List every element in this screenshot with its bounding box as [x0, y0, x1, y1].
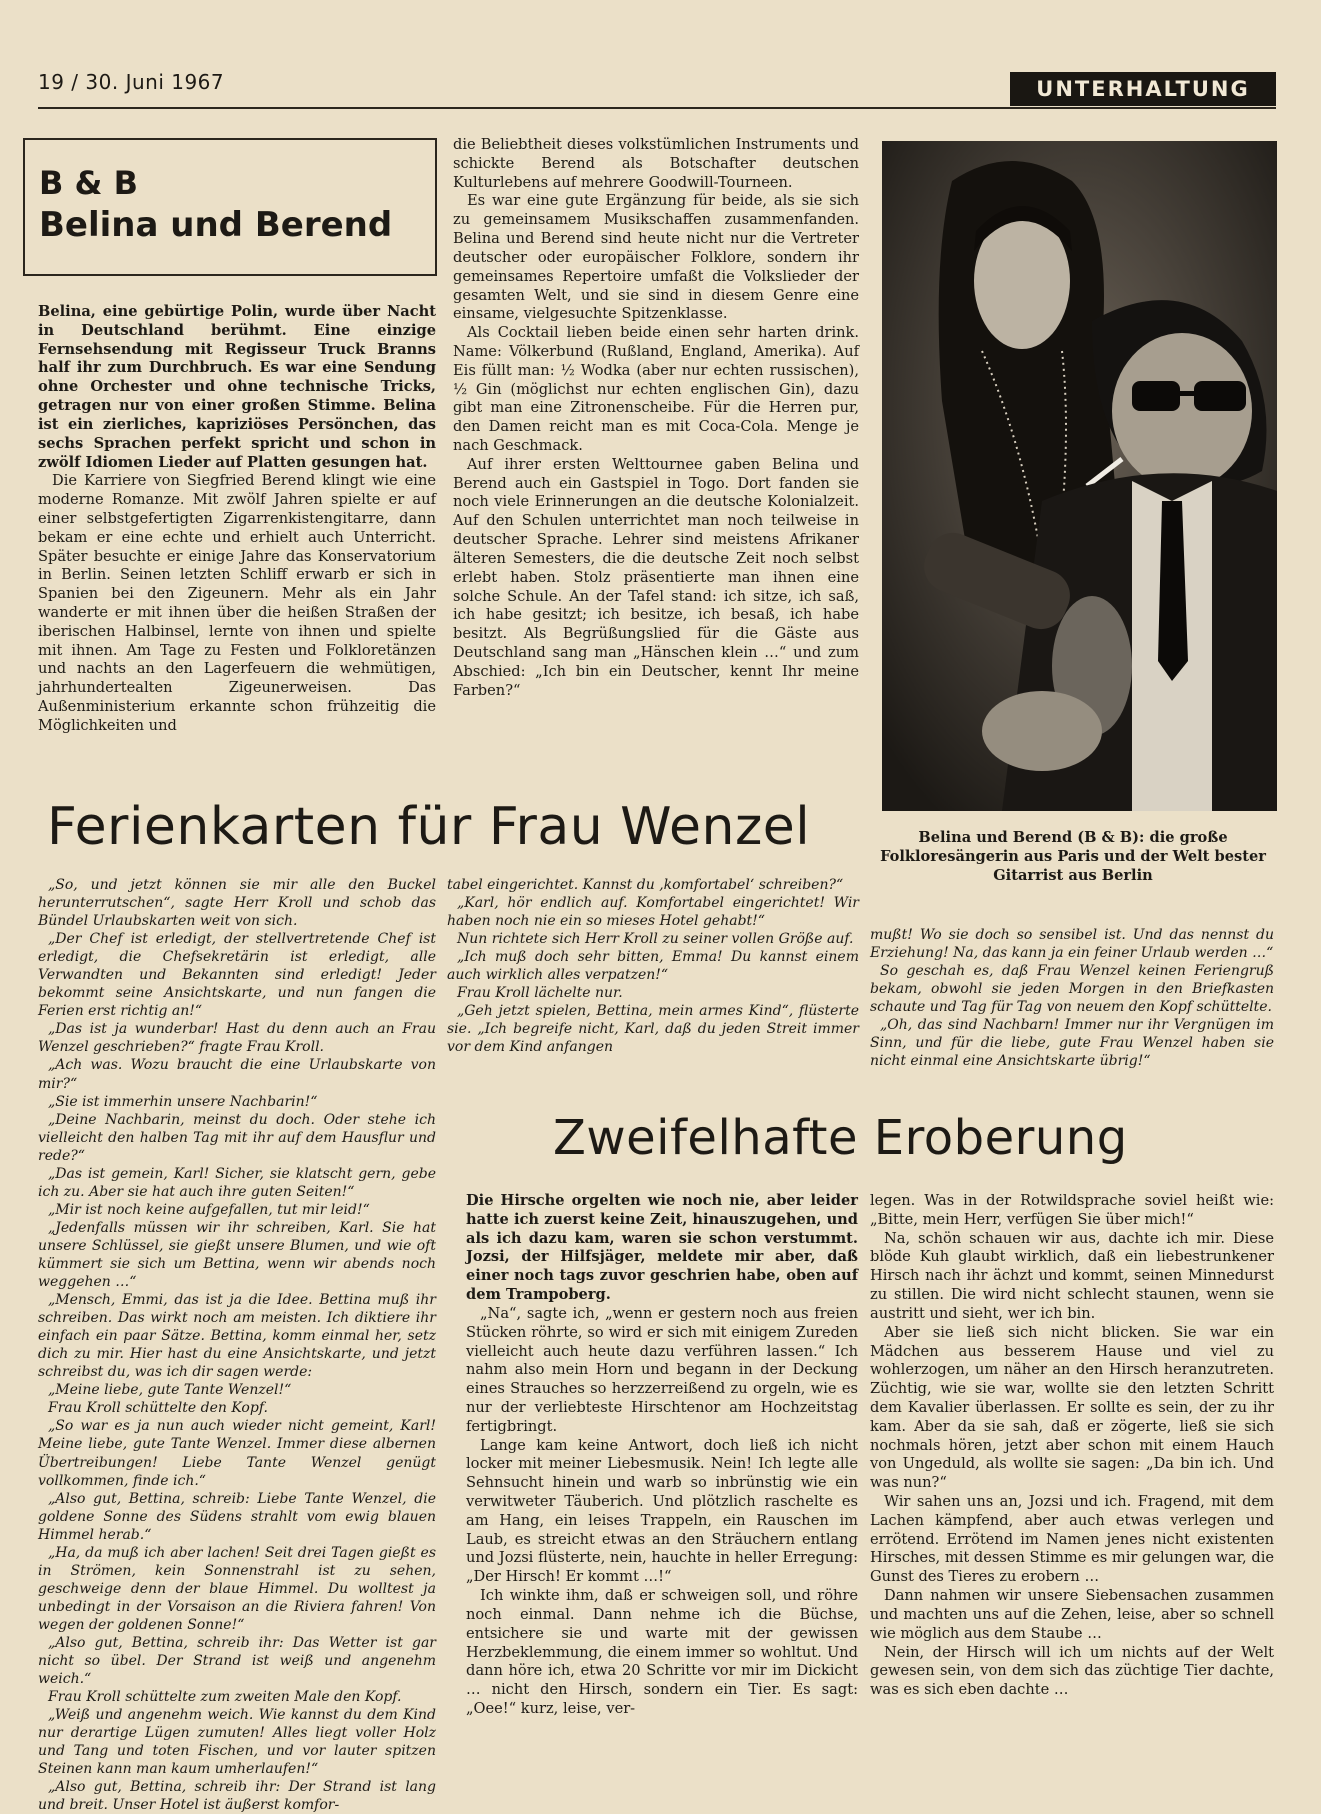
article-paragraph: Aber sie ließ sich nicht blicken. Sie war ein Mädchen aus besserem Hause und viel zu wohlerzogen, um näher an den Hirsch heranzutreten. Züchtig, wie sie war, wollte sie den letzten Schritt dem Kavalier überlassen. Er sollte es sein, der zu ihr kam. Aber da sie sah, daß er zögerte, ließ sie sich nochmals hören, jetzt aber schon mit einem Hauch von Ungeduld, als wollte sie sagen: „Da bin ich. Und was nun?“: [870, 1323, 1274, 1492]
dialogue-line: „Meine liebe, gute Tante Wenzel!“: [48, 1382, 292, 1399]
article-column: [447, 876, 859, 1056]
dialogue-line: „So, und jetzt können sie mir alle den Buckel herunterrutschen“, sagte Herr Kroll und schob das Bündel Urlaubskarten weit von sich.: [38, 877, 436, 930]
article-paragraph: Auf ihrer ersten Welttournee gaben Belina und Berend auch ein Gastspiel in Togo. Dort fanden sie noch viele Erinnerungen an die deutsche Kolonialzeit. Auf den Schulen unterrichtet man noch teilweise in deutscher Sprache. Lehrer sind meistens Afrikaner älteren Semesters, die die deutsche Zeit noch selbst erlebt haben. Stolz präsentierte man ihnen eine solche Schule. An der Tafel stand: ich sitze, ich saß, ich habe gesitzt; ich besitze, ich besaß, ich habe besitzt. Als Begrüßungslied für die Gäste aus Deutschland sang man „Hänschen klein …“ und zum Abschied: „Ich bin ein Deutscher, kennt Ihr meine Farben?“: [453, 455, 859, 699]
dialogue-line: „Mensch, Emmi, das ist ja die Idee. Bettina muß ihr schreiben. Das wirkt noch am meisten. Ich diktiere ihr einfach ein paar Sätze. Bettina, komm einmal her, setz dich zu mir. Hier hast du eine Ansichtskarte, und jetzt schreibst du, was ich dir sagen werde:: [38, 1292, 436, 1381]
article-paragraph: Dann nahmen wir unsere Siebensachen zusammen und machten uns auf die Zehen, leise, aber so schnell wie möglich aus dem Staube …: [870, 1587, 1274, 1642]
article-paragraph: Lange kam keine Antwort, doch ließ ich nicht locker mit meiner Liebesmusik. Nein! Ich legte alle Sehnsucht hinein und warb so inbrünstig wie ein verwitweter Täuberich. Und plötzlich raschelte es am Hang, ein leises Trappeln, ein Rauschen im Laub, es streicht etwas an den Sträuchern entlang und Jozsi flüsterte, nein, hauchte in heller Erregung: „Der Hirsch! Er kommt …!“: [466, 1436, 858, 1586]
dialogue-line: tabel eingerichtet. Kannst du ‚komfortabel‘ schreiben?“: [447, 877, 844, 893]
dialogue-line: „Oh, das sind Nachbarn! Immer nur ihr Vergnügen im Sinn, und für die liebe, gute Frau Wenzel haben sie nicht einmal eine Ansichtskarte übrig!“: [870, 1017, 1274, 1070]
dialogue-line: „Also gut, Bettina, schreib ihr: Das Wetter ist gar nicht so übel. Der Strand ist weiß und angenehm weich.“: [38, 1634, 436, 1688]
article-column: [466, 1192, 858, 1719]
article-paragraph: Die Karriere von Siegfried Berend klingt wie eine moderne Romanze. Mit zwölf Jahren spielte er auf einer selbstgefertigten Zigarrenkistengitarre, dann bekam er eine echte und erhielt auch Unterricht. Später besuchte er einige Jahre das Konservatorium in Berlin. Seinen letzten Schliff erwarb er sich in Spanien bei den Zigeunern. Mehr als ein Jahr wanderte er mit ihnen über die heißen Straßen der iberischen Halbinsel, lernte von ihnen und spielte mit ihnen. Am Tage zu Festen und Folkloretänzen und nachts an den Lagerfeuern die wehmütigen, jahrhundertealten Zigeunerweisen. Das Außenministerium erkannte schon frühzeitig die Möglichkeiten und: [38, 472, 436, 734]
header-rule: [38, 107, 1276, 109]
dialogue-line: „Also gut, Bettina, schreib ihr: Der Strand ist lang und breit. Unser Hotel ist äußerst komfor-: [38, 1779, 436, 1814]
dialogue-line: mußt! Wo sie doch so sensibel ist. Und das nennst du Erziehung! Na, das kann ja ein feiner Urlaub werden …“: [870, 927, 1274, 962]
article-lead: Die Hirsche orgelten wie noch nie, aber leider hatte ich zuerst keine Zeit, hinauszugehen, und als ich dazu kam, waren sie schon verstummt. Jozsi, der Hilfsjäger, meldete mir aber, daß einer noch tags zuvor geschrien habe, oben auf dem Trampoberg.: [466, 1192, 858, 1304]
article-paragraph: Nein, der Hirsch will ich um nichts auf der Welt gewesen sein, von dem sich das züchtige Tier dachte, was es sich eben dachte …: [870, 1643, 1274, 1699]
article-photo: [882, 141, 1277, 811]
dialogue-line: „Mir ist noch keine aufgefallen, tut mir leid!“: [48, 1201, 370, 1218]
photo-caption: Belina und Berend (B & B): die große Folkloresängerin aus Paris und der Welt bester Gitarrist aus Berlin: [880, 829, 1266, 884]
dialogue-line: „Also gut, Bettina, schreib: Liebe Tante Wenzel, die goldene Sonne des Südens strahlt vom ewig blauen Himmel herab.“: [38, 1490, 436, 1543]
article-column: [870, 926, 1274, 1070]
article-title: Belina und Berend: [39, 205, 393, 246]
dialogue-line: Frau Kroll schüttelte zum zweiten Male den Kopf.: [48, 1689, 402, 1706]
article-title-short: B & B: [39, 164, 138, 202]
article-paragraph: Na, schön schauen wir aus, dachte ich mir. Diese blöde Kuh glaubt wirklich, daß ein liebestrunkener Hirsch nach ihr ächzt und kommt, seinen Minnedurst zu stillen. Die wird nicht schlecht staunen, wenn sie austritt und sieht, wer ich bin.: [870, 1229, 1274, 1322]
dialogue-line: „Jedenfalls müssen wir ihr schreiben, Karl. Sie hat unsere Schlüssel, sie gießt unsere Blumen, und wie oft kümmert sie sich um Bettina, wenn wir abends noch weggehen …“: [38, 1219, 436, 1291]
dialogue-line: „So war es ja nun auch wieder nicht gemeint, Karl! Meine liebe, gute Tante Wenzel. Immer diese albernen Übertreibungen! Liebe Tante Wenzel genügt vollkommen, finde ich.“: [38, 1418, 436, 1489]
section-badge: UNTERHALTUNG: [1010, 72, 1276, 106]
article-column: [38, 876, 436, 1814]
dialogue-line: „Weiß und angenehm weich. Wie kannst du dem Kind nur derartige Lügen zumuten! Alles liegt voller Holz und Tang und toten Fischen, und vor lauter spitzen Steinen kann man kaum umherlaufen!“: [38, 1707, 436, 1778]
dialogue-line: Nun richtete sich Herr Kroll zu seiner vollen Größe auf.: [457, 931, 854, 948]
photo-illustration: [882, 141, 1277, 811]
article-lead: Belina, eine gebürtige Polin, wurde über Nacht in Deutschland berühmt. Eine einzige Fernsehsendung mit Regisseur Truck Branns half ihr zum Durchbruch. Es war eine Sendung ohne Orchester und ohne technische Tricks, getragen nur von einer großen Stimme. Belina ist ein zierliches, kapriziöses Persönchen, das sechs Sprachen perfekt spricht und schon in zwölf Idiomen Lieder auf Platten gesungen hat.: [38, 303, 436, 471]
dialogue-line: „Ich muß doch sehr bitten, Emma! Du kannst einem auch wirklich alles verpatzen!“: [447, 949, 859, 984]
dialogue-line: „Der Chef ist erledigt, der stellvertretende Chef ist erledigt, die Chefsekretärin ist erledigt, alle Verwandten und Bekannten sind erledigt! Jeder bekommt seine Ansichtskarte, und nun fangen die Ferien erst richtig an!“: [38, 931, 436, 1020]
dialogue-line: „Das ist ja wunderbar! Hast du denn auch an Frau Wenzel geschrieben?“ fragte Frau Kroll.: [38, 1021, 436, 1056]
article-paragraph: die Beliebtheit dieses volkstümlichen Instruments und schickte Berend als Botschafter deutschen Kulturlebens auf mehrere Goodwill-Tourneen.: [453, 136, 859, 191]
dialogue-line: Frau Kroll schüttelte den Kopf.: [48, 1400, 268, 1417]
article-paragraph: Wir sahen uns an, Jozsi und ich. Fragend, mit dem Lachen kämpfend, aber auch etwas verlegen und errötend. Errötend im Namen jenes nicht existenten Hirsches, mit dessen Stimme es mir gelungen war, die Gunst des Tieres zu erobern …: [870, 1493, 1274, 1586]
dialogue-line: „Deine Nachbarin, meinst du doch. Oder stehe ich vielleicht den halben Tag mit ihr auf dem Hausflur und rede?“: [38, 1111, 436, 1164]
article-headline: Ferienkarten für Frau Wenzel: [47, 797, 811, 857]
article-paragraph: Ich winkte ihm, daß er schweigen soll, und röhre noch einmal. Dann nehme ich die Büchse, entsichere sie und warte mit der gewissen Herzbeklemmung, die einem immer so wohltut. Und dann höre ich, etwa 20 Schritte vor mir im Dickicht … nicht den Hirsch, sondern ein Tier. Es sagt: „Oee!“ kurz, leise, ver-: [466, 1587, 858, 1717]
dialogue-line: „Ha, da muß ich aber lachen! Seit drei Tagen gießt es in Strömen, kein Sonnenstrahl ist zu sehen, geschweige denn der blaue Himmel. Du wolltest ja unbedingt in der Vorsaison an die Riviera fahren! Von wegen der goldenen Sonne!“: [38, 1544, 436, 1633]
article-paragraph: Als Cocktail lieben beide einen sehr harten drink. Name: Völkerbund (Rußland, England, Amerika). Auf Eis füllt man: ½ Wodka (aber nur echten russischen), ½ Gin (möglichst nur echten englischen Gin), dazu gibt man eine Zitronenscheibe. Für die Herren pur, den Damen reicht man es mit Coca-Cola. Menge je nach Geschmack.: [453, 324, 859, 454]
article-headline: Zweifelhafte Eroberung: [553, 1110, 1128, 1166]
dialogue-line: „Geh jetzt spielen, Bettina, mein armes Kind“, flüsterte sie. „Ich begreife nicht, Karl, daß du jeden Streit immer vor dem Kind anfangen: [447, 1003, 859, 1056]
article-column-2: [453, 136, 859, 700]
dialogue-line: „Sie ist immerhin unsere Nachbarin!“: [48, 1093, 318, 1110]
dialogue-line: So geschah es, daß Frau Wenzel keinen Feriengruß bekam, obwohl sie jeden Morgen in den Briefkasten schaute und Tag für Tag von neuem den Kopf schüttelte.: [870, 963, 1274, 1016]
article-title-box: [23, 138, 437, 276]
dialogue-line: „Karl, hör endlich auf. Komfortabel eingerichtet! Wir haben noch nie ein so mieses Hotel gehabt!“: [447, 895, 859, 930]
dialogue-line: „Das ist gemein, Karl! Sicher, sie klatscht gern, gebe ich zu. Aber sie hat auch ihre guten Seiten!“: [38, 1165, 436, 1200]
article-column: [870, 1192, 1274, 1700]
article-column-1: [38, 303, 436, 736]
page-number-date: 19 / 30. Juni 1967: [38, 70, 225, 94]
article-paragraph: legen. Was in der Rotwildsprache soviel heißt wie: „Bitte, mein Herr, verfügen Sie über mich!“: [870, 1192, 1274, 1228]
article-paragraph: „Na“, sagte ich, „wenn er gestern noch aus freien Stücken röhrte, so wird er sich mit einigem Zureden vielleicht auch heute dazu verführen lassen.“ Ich nahm also mein Horn und begann in der Deckung eines Strauches so herzzerreißend zu orgeln, wie es nur der verliebteste Hirschtenor am Hochzeitstag fertigbringt.: [466, 1304, 858, 1435]
dialogue-line: Frau Kroll lächelte nur.: [457, 985, 623, 1002]
article-paragraph: Es war eine gute Ergänzung für beide, als sie sich zu gemeinsamem Musikschaffen zusammenfanden. Belina und Berend sind heute nicht nur die Vertreter deutscher oder europäischer Folklore, sondern ihr gemeinsames Repertoire umfaßt die Volkslieder der gesamten Welt, und sie sind in diesem Genre eine einsame, vielgesuchte Spitzenklasse.: [453, 192, 859, 323]
dialogue-line: „Ach was. Wozu braucht die eine Urlaubskarte von mir?“: [38, 1057, 436, 1092]
